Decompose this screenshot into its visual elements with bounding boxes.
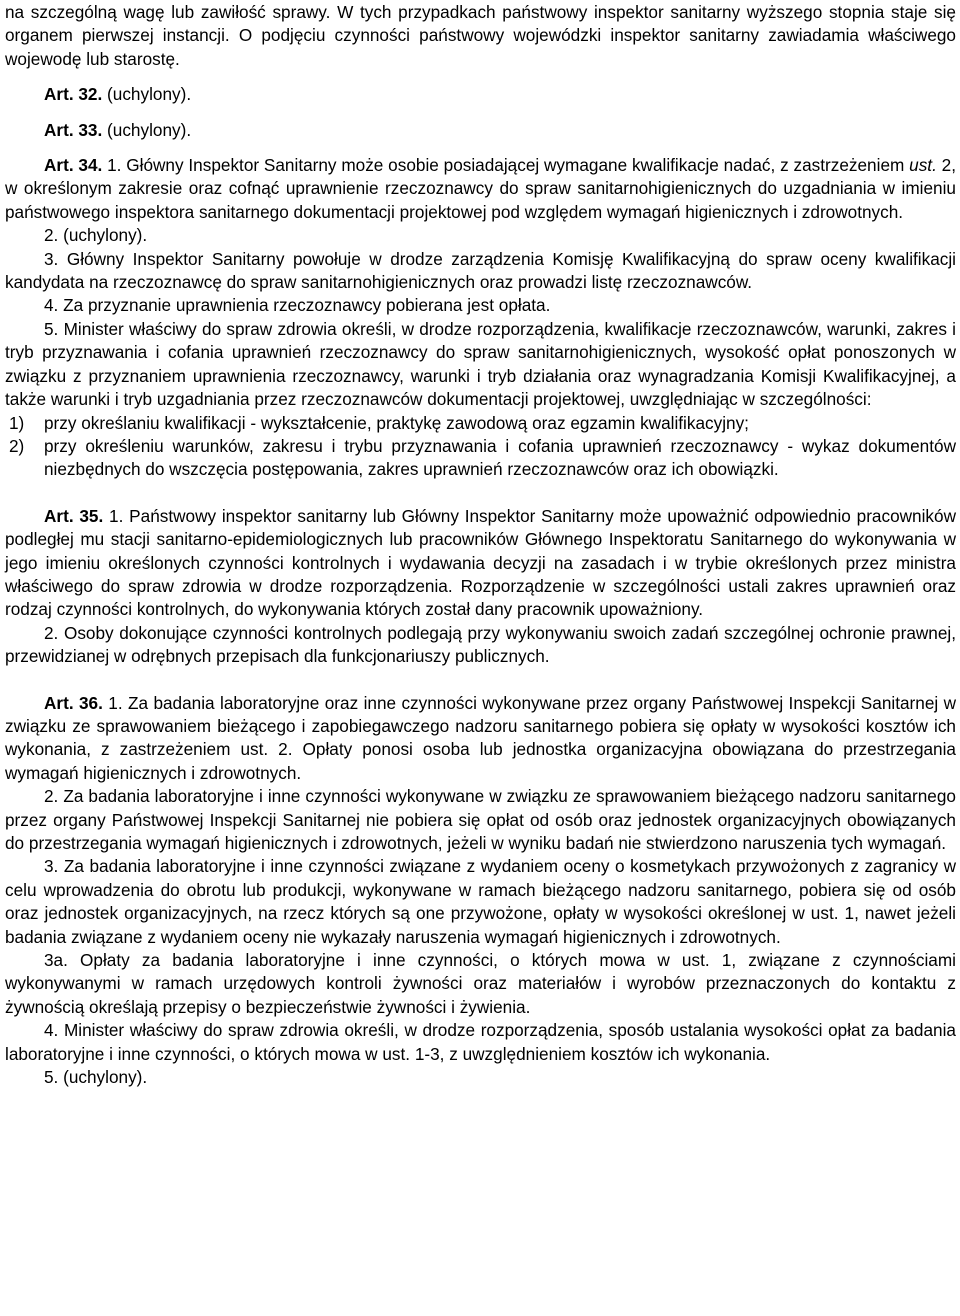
article-33-label: Art. 33. [44, 119, 103, 140]
article-34-p1-ust: ust. [909, 155, 937, 176]
article-34-list [5, 412, 956, 482]
list-item-text: przy określaniu kwalifikacji - wykształcenie, praktykę zawodową oraz egzamin kwalifikacyjny; [44, 412, 749, 433]
article-34-p1-part-a: 1. Główny Inspektor Sanitarny może osobie posiadającej wymagane kwalifikacje nadać, z zastrzeżeniem [102, 155, 910, 176]
article-36-paragraph-3a: 3a. Opłaty za badania laboratoryjne i inne czynności, o których mowa w ust. 1, związane z czynnościami wykonywanymi w ramach urzędowych kontroli żywności oraz materiałów i wyrobów przeznaczonych do kontaktu z żywnością określają przepisy o bezpieczeństwie żywności i żywienia. [5, 950, 956, 1017]
article-35-paragraph-1 [5, 505, 956, 622]
list-item-number: 1) [9, 412, 25, 433]
article-34-p1-part-b: 2, w określonym zakresie oraz cofnąć uprawnienie rzeczoznawcy do spraw sanitarnohigienicznych do uzgadniania w imieniu państwowego inspektora sanitarnego dokumentacji projektowej pod względem wymagań higienicznych i zdrowotnych. [5, 155, 956, 222]
article-36-paragraph-2: 2. Za badania laboratoryjne i inne czynności wykonywane w związku ze sprawowaniem bieżącego nadzoru sanitarnego przez organy Państwowej Inspekcji Sanitarnej nie pobiera się opłat od osób oraz jednostek organizacyjnych obowiązanych do przestrzegania wymagań higienicznych i zdrowotnych, jeżeli w wyniku badań nie stwierdzono naruszenia tych wymagań. [5, 786, 956, 853]
paragraph-intro: na szczególną wagę lub zawiłość sprawy. W tych przypadkach państwowy inspektor sanitarny wyższego stopnia staje się organem pierwszej instancji. O podjęciu czynności państwowy wojewódzki inspektor sanitarny zawiadamia właściwego wojewodę lub starostę. [5, 2, 956, 69]
list-item-number: 2) [9, 435, 25, 456]
article-36-paragraph-5: 5. (uchylony). [44, 1067, 148, 1088]
article-36-p1-text: 1. Za badania laboratoryjne oraz inne czynności wykonywane przez organy Państwowej Inspekcji Sanitarnej w związku ze sprawowaniem bieżącego i zapobiegawczego nadzoru sanitarnego pobiera się opłaty w wysokości kosztów ich wykonania, z zastrzeżeniem ust. 2. Opłaty ponosi osoba lub jednostka organizacyjna obowiązana do przestrzegania wymagań higienicznych i zdrowotnych. [5, 692, 956, 783]
article-35-label: Art. 35. [44, 505, 104, 526]
article-34-paragraph-4: 4. Za przyznanie uprawnienia rzeczoznawcy pobierana jest opłata. [44, 295, 551, 316]
article-36-paragraph-4: 4. Minister właściwy do spraw zdrowia określi, w drodze rozporządzenia, sposób ustalania wysokości opłat za badania laboratoryjne i inne czynności, o których mowa w ust. 1-3, z uwzględnieniem kosztów ich wykonania. [5, 1020, 956, 1064]
article-33 [5, 119, 956, 142]
article-36-paragraph-1 [5, 692, 956, 786]
article-32-label: Art. 32. [44, 84, 103, 105]
article-34-paragraph-1 [5, 154, 956, 224]
list-item [5, 412, 956, 435]
article-35-p1-text: 1. Państwowy inspektor sanitarny lub Główny Inspektor Sanitarny może upoważnić odpowiednio pracowników podległej mu stacji sanitarno-epidemiologicznych lub pracowników Głównego Inspektoratu Sanitarnego do wykonywania w jego imieniu określonych czynności kontrolnych i wydawania decyzji na zasadach i w trybie określonych przez ministra właściwego do spraw zdrowia w drodze rozporządzenia. Rozporządzenie w szczególności ustali zakres uprawnień oraz rodzaj czynności kontrolnych, do wykonywania których został dany pracownik upoważniony. [5, 505, 956, 620]
article-35-paragraph-2: 2. Osoby dokonujące czynności kontrolnych podlegają przy wykonywaniu swoich zadań szczególnej ochronie prawnej, przewidzianej w odrębnych przepisach dla funkcjonariuszy publicznych. [5, 622, 956, 667]
article-32-text: (uchylony). [102, 84, 192, 105]
article-34-paragraph-5: 5. Minister właściwy do spraw zdrowia określi, w drodze rozporządzenia, kwalifikacje rzeczoznawców, warunki, zakres i tryb przyznawania i cofania uprawnień rzeczoznawcy do spraw sanitarnohigienicznych, wysokość opłat ponoszonych w związku z przyznaniem uprawnienia rzeczoznawcy, warunki i tryb działania oraz wynagradzania Komisji Kwalifikacyjnej, a także warunki i tryb uzgadniania przez rzeczoznawców dokumentacji projektowej, uwzględniając w szczególności: [5, 318, 956, 410]
article-34-label: Art. 34. [44, 155, 103, 176]
document-page [0, 1, 960, 1316]
list-item [5, 435, 956, 482]
article-34-paragraph-2: 2. (uchylony). [44, 225, 148, 246]
list-item-text: przy określeniu warunków, zakresu i trybu przyznawania i cofania uprawnień rzeczoznawcy - wykaz dokumentów niezbędnych do wszczęcia postępowania, zakres uprawnień rzeczoznawców oraz ich obowiązki. [44, 435, 956, 480]
article-34-paragraph-3: 3. Główny Inspektor Sanitarny powołuje w drodze zarządzenia Komisję Kwalifikacyjną do spraw oceny kwalifikacji kandydata na rzeczoznawcę do spraw sanitarnohigienicznych oraz prowadzi listę rzeczoznawców. [5, 248, 956, 293]
article-36-paragraph-3: 3. Za badania laboratoryjne i inne czynności związane z wydaniem oceny o kosmetykach przywożonych z zagranicy w celu wprowadzenia do obrotu lub produkcji, wykonywane w ramach bieżącego nadzoru sanitarnego, pobiera się od osób oraz jednostek organizacyjnych, na rzecz których są one przywożone, opłaty w wysokości określonej w ust. 1, nawet jeżeli badania związane z wydaniem oceny nie wykazały naruszenia wymagań higienicznych i zdrowotnych. [5, 856, 956, 947]
article-36-label: Art. 36. [44, 692, 103, 713]
article-32 [5, 83, 956, 106]
article-33-text: (uchylony). [102, 119, 192, 140]
